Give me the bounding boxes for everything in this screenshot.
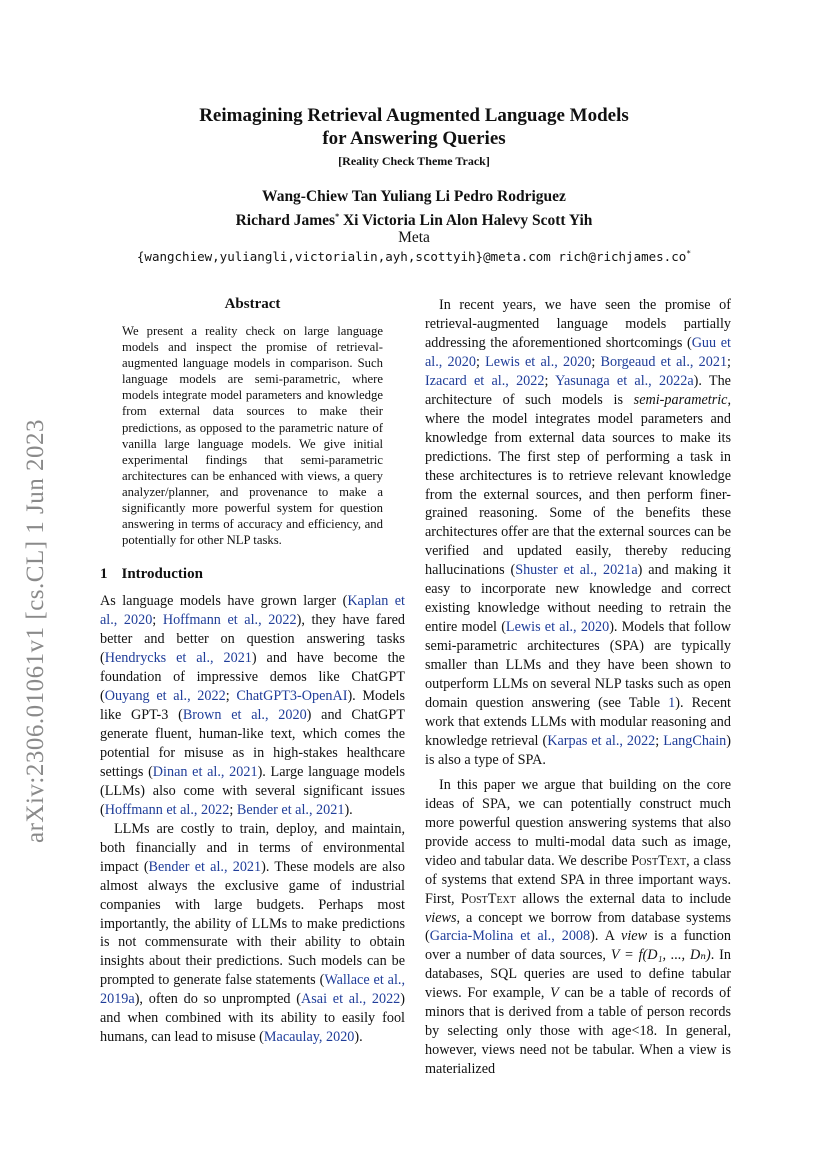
citation-link[interactable]: Asai et al., 2022	[301, 991, 401, 1008]
citation-link[interactable]: Hoffmann et al., 2022	[162, 612, 297, 629]
email-addresses	[0, 249, 828, 264]
text-run: ;	[544, 372, 556, 389]
text-run: ;	[655, 732, 664, 749]
citation-link[interactable]: 1	[668, 695, 676, 712]
text-run: ). The architecture of such models is	[425, 372, 731, 408]
citation-link[interactable]: Wallace et al., 2019a	[100, 972, 405, 1008]
system-name: PostText	[631, 852, 687, 869]
text-run: ) is also a type of SPA.	[425, 732, 731, 768]
text-run: As language models have grown larger (	[100, 593, 348, 610]
text-run: ) and when combined with its ability to easily fool humans, can lead to misuse (	[100, 991, 406, 1046]
citation-link[interactable]: Izacard et al., 2022	[425, 372, 545, 389]
citation-link[interactable]: Macaulay, 2020	[263, 1029, 355, 1046]
abstract-heading: Abstract	[224, 296, 281, 312]
citation-link[interactable]: Dinan et al., 2021	[152, 763, 258, 780]
text-run: ) and making it easy to incorporate new knowledge and correct existing knowledge without needing to retrain the entire model (	[425, 562, 731, 636]
citation-link[interactable]: Shuster et al., 2021a	[515, 562, 638, 579]
abstract-text: We present a reality check on large language models and inspect the promise of retrieval-augmented language models in comparison. Such language models are semi-parametric, where models integrate model parameters and knowledge from external data sources to make their predictions, as opposed to the parametric nature of vanilla large language models. We give initial experimental findings that semi-parametric architectures can be enhanced with views, a query analyzer/planner, and provenance to make a significantly more powerful system for question answering in terms of accuracy and efficiency, and potentially for other NLP tasks.	[122, 324, 383, 548]
text-run: In recent years, we have seen the promise of retrieval-augmented language models partially addressing the aforementioned shortcomings (	[425, 297, 731, 351]
text-run: , a concept we borrow from database systems (	[425, 909, 731, 945]
citation-link[interactable]: Lewis et al., 2020	[505, 619, 610, 636]
text-run: In this paper we argue that building on the core ideas of SPA, we can potentially construct much more powerful question answering systems that also provide access to multi-modal data such as image, video and tabular data. We describe	[425, 776, 731, 869]
citation-link[interactable]: Borgeaud et al., 2021	[600, 353, 728, 370]
citation-link[interactable]: Bender et al., 2021	[148, 858, 262, 875]
text-run: ). These models are also almost always the exclusive game of industrial companies with large budgets. Perhaps most importantly, the ability of LLMs to make predictions is not commensurate with their ability to obtain insights about their predictions. Such models can be prompted to generate false statements (	[100, 858, 405, 989]
text-run: ).	[354, 1029, 363, 1046]
citation-link[interactable]: ChatGPT3-OpenAI	[236, 688, 348, 705]
intro-paragraph-3	[425, 296, 731, 770]
citation-link[interactable]: Ouyang et al., 2022	[104, 688, 226, 705]
citation-link[interactable]: Lewis et al., 2020	[485, 353, 592, 370]
text-run: ). Recent work that extends LLMs with modular reasoning and knowledge retrieval (	[425, 695, 731, 749]
left-column	[100, 296, 405, 1047]
text-run: ), often do so unprompted (	[134, 991, 302, 1008]
citation-link[interactable]: Brown et al., 2020	[182, 707, 307, 724]
intro-paragraph-4	[425, 776, 731, 1079]
emphasis-text: views	[425, 909, 457, 926]
text-run: ;	[591, 353, 601, 370]
citation-link[interactable]: Kaplan et al., 2020	[100, 593, 405, 629]
text-run: ) and ChatGPT generate fluent, human-like text, which comes the potential for misuse as in high-stakes healthcare settings (	[100, 707, 405, 780]
text-run: ;	[727, 353, 731, 370]
title-line-2: for Answering Queries	[322, 128, 506, 149]
citation-link[interactable]: Bender et al., 2021	[236, 801, 345, 818]
text-run: ). A	[590, 928, 622, 945]
text-run: ;	[475, 353, 486, 370]
authors-rest: Xi Victoria Lin Alon Halevy Scott Yih	[339, 212, 593, 230]
right-column	[425, 296, 731, 1079]
citation-link[interactable]: LangChain	[663, 732, 727, 749]
section-number: 1	[100, 566, 108, 583]
text-run: ;	[225, 688, 237, 705]
text-run: , where the model integrates model parameters and knowledge from external data sources to make its predictions. The first step of performing a task in these architectures is to retrieve relevant knowledge from the external sources, and then perform finer-grained reasoning. Some of the benefits these architectures offer are that the external sources can be verified and updated easily, thereby reducing hallucinations (	[425, 391, 731, 579]
track-label: [Reality Check Theme Track]	[338, 154, 490, 168]
title-line-1: Reimagining Retrieval Augmented Language Models	[199, 105, 629, 126]
text-run: ;	[229, 801, 237, 818]
emphasis-text: V	[550, 985, 559, 1002]
text-run: . In databases, SQL queries are used to define tabular views. For example,	[425, 947, 731, 1002]
text-run: ;	[152, 612, 163, 629]
intro-paragraph-2	[100, 820, 405, 1047]
citation-link[interactable]: Guu et al., 2020	[425, 334, 731, 370]
citation-link[interactable]: Garcia-Molina et al., 2008	[429, 928, 591, 945]
arxiv-identifier: arXiv:2306.01061v1 [cs.CL] 1 Jun 2023	[22, 418, 49, 843]
text-run: can be a table of records of minors that is derived from a table of person records by selecting only those with age<18. In general, however, views need not be tabular. When a view is materialized	[425, 985, 731, 1078]
text-run: ) and have become the foundation of impressive demos like ChatGPT (	[100, 650, 405, 705]
text-run: ). Large language models (LLMs) also come with several significant issues (	[100, 763, 405, 818]
email-text: {wangchiew,yuliangli,victorialin,ayh,scottyih}@meta.com rich@richjames.co	[136, 249, 687, 265]
emphasis-text: view	[621, 928, 648, 945]
authors-line-2	[0, 207, 828, 231]
text-run: , a class of systems that extend SPA in three important ways. First,	[425, 852, 731, 907]
authors-line-1: Wang-Chiew Tan Yuliang Li Pedro Rodriguez	[262, 188, 566, 205]
citation-link[interactable]: Karpas et al., 2022	[547, 732, 656, 749]
author-richard-james: Richard James	[235, 212, 336, 230]
text-run: LLMs are costly to train, deploy, and maintain, both financially and in terms of environmental impact (	[100, 820, 405, 875]
text-run: ), they have fared better and better on question answering tasks (	[100, 612, 405, 667]
affiliation: Meta	[398, 229, 430, 246]
paper-title	[0, 104, 828, 150]
author-list	[0, 187, 828, 231]
citation-link[interactable]: Yasunaga et al., 2022a	[555, 372, 694, 389]
text-run: ).	[344, 801, 353, 818]
emphasis-text: V = f(D₁, ..., Dₙ)	[610, 947, 711, 964]
citation-link[interactable]: Hoffmann et al., 2022	[104, 801, 230, 818]
citation-link[interactable]: Hendrycks et al., 2021	[104, 650, 252, 667]
intro-paragraph-1	[100, 592, 405, 819]
system-name: PostText	[461, 890, 516, 907]
emphasis-text: semi-parametric	[633, 391, 728, 408]
text-run: ). Models like GPT-3 (	[100, 688, 405, 724]
footnote-star: *	[335, 212, 340, 221]
section-title: Introduction	[121, 566, 203, 583]
section-heading	[100, 566, 405, 583]
text-run: allows the external data to include	[515, 890, 731, 907]
text-run: is a function over a number of data sources,	[425, 928, 731, 964]
email-footnote-star: *	[686, 249, 692, 258]
text-run: ). Models that follow semi-parametric architectures (SPA) are typically smaller than LLMs and they have been shown to outperform LLMs on several NLP tasks such as open domain question answering (see Table	[425, 619, 732, 712]
